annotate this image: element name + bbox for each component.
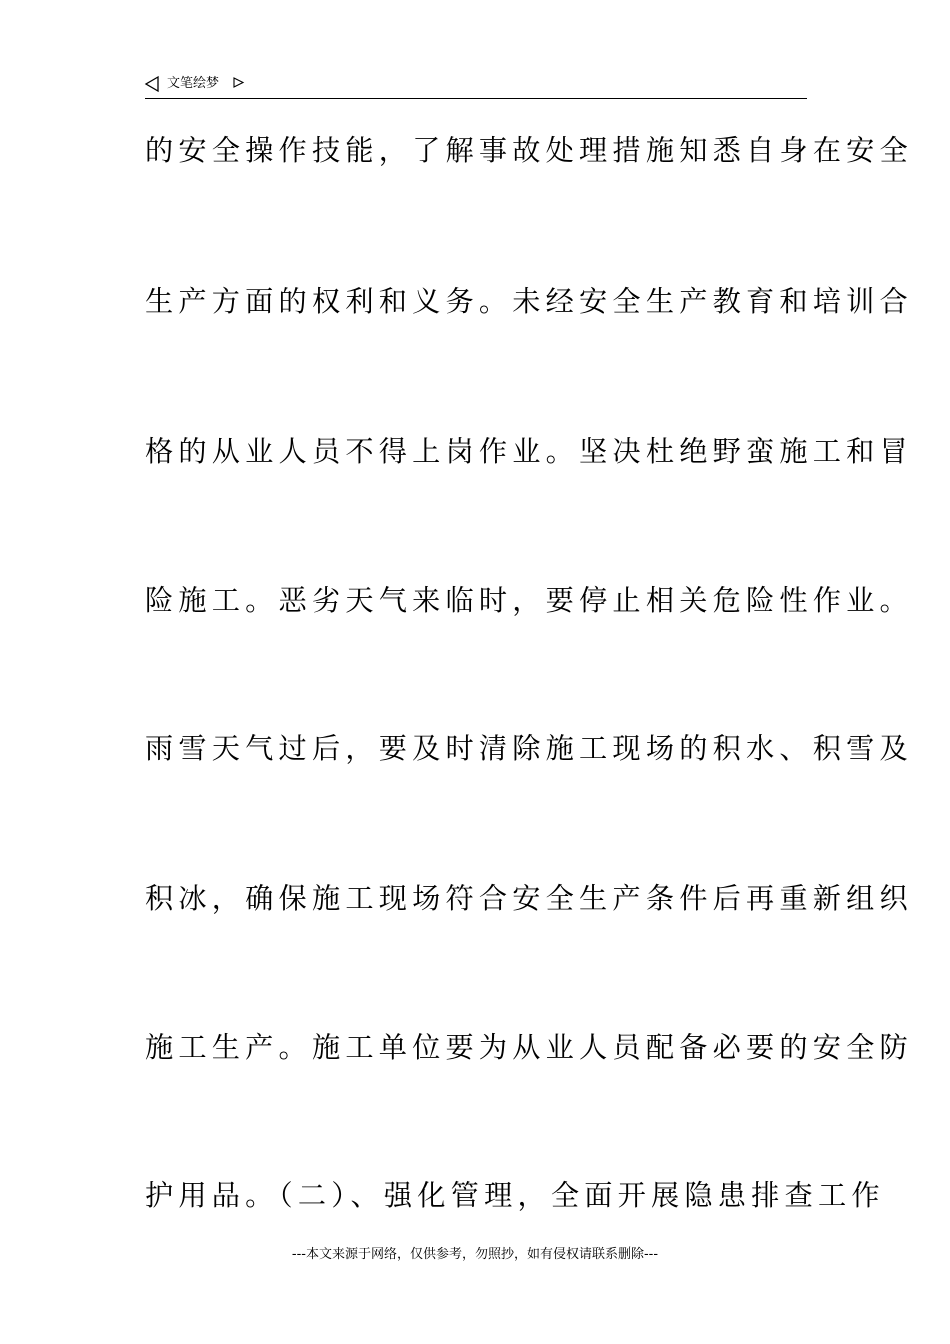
text-line: 险施工。恶劣天气来临时，要停止相关危险性作业。 bbox=[145, 584, 913, 617]
text-line: 护用品。（二）、强化管理，全面开展隐患排查工作 bbox=[145, 1179, 885, 1212]
text-line: 施工生产。施工单位要为从业人员配备必要的安全防 bbox=[145, 1031, 913, 1064]
footer-notice: ---本文来源于网络，仅供参考，勿照抄，如有侵权请联系删除--- bbox=[291, 1247, 659, 1262]
text-line: 生产方面的权利和义务。未经安全生产教育和培训合 bbox=[145, 285, 913, 318]
page-header bbox=[145, 74, 807, 99]
text-line: 格的从业人员不得上岗作业。坚决杜绝野蛮施工和冒 bbox=[145, 435, 913, 468]
text-line: 积冰，确保施工现场符合安全生产条件后再重新组织 bbox=[145, 882, 913, 915]
header-title: 文笔绘梦 bbox=[167, 76, 220, 91]
left-triangle-icon bbox=[145, 76, 159, 92]
text-line: 雨雪天气过后，要及时清除施工现场的积水、积雪及 bbox=[145, 732, 913, 765]
right-triangle-icon bbox=[233, 77, 244, 88]
text-line: 的安全操作技能，了解事故处理措施知悉自身在安全 bbox=[145, 134, 913, 167]
